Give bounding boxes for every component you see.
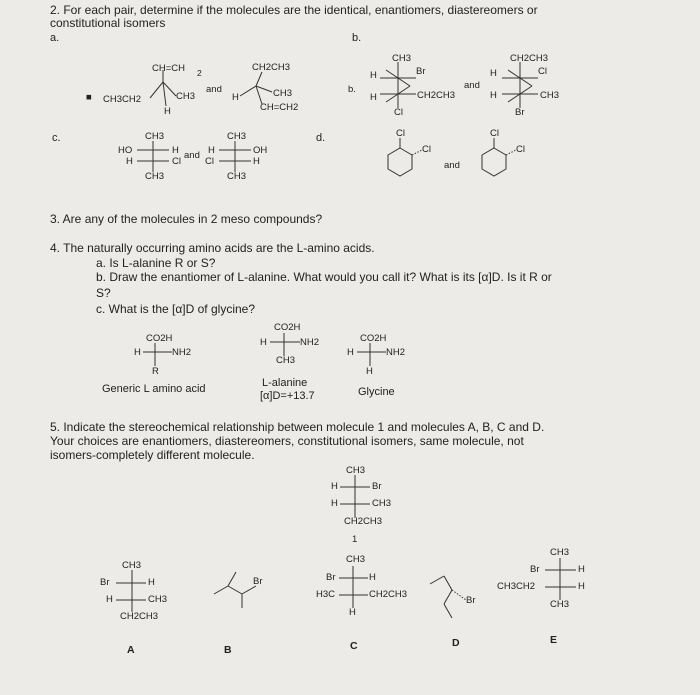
glycine-nh2: NH2 [386, 347, 406, 358]
c-mol2-h1: H [208, 145, 215, 156]
c-mol1-bottom: CH3 [145, 171, 165, 182]
alanine-h: H [260, 337, 267, 348]
mol1-label: 1 [352, 534, 358, 545]
b-mol2-bottom: Br [515, 107, 525, 118]
molC-h1: H [369, 572, 376, 583]
molB-br: Br [253, 576, 263, 587]
c-mol2-h2: H [253, 156, 260, 167]
generic-nh2: NH2 [172, 347, 192, 358]
a-mol1-bullet: ■ [86, 92, 92, 103]
molC-et: CH2CH3 [369, 589, 408, 600]
q4-c: c. What is the [α]D of glycine? [96, 302, 255, 316]
molC-bottom: H [349, 607, 356, 618]
b-mol2-right: CH3 [540, 90, 560, 101]
d-mol2-cl-side: Cl [516, 144, 525, 155]
c-and: and [184, 150, 200, 161]
alanine-bottom: CH3 [276, 355, 296, 366]
molA-top: CH3 [122, 560, 142, 571]
b-mol2-h2: H [490, 90, 497, 101]
a-mol2-left: H [232, 92, 239, 103]
molA-br: Br [100, 577, 110, 588]
molA-ch3: CH3 [148, 594, 168, 605]
molA-h1: H [148, 577, 155, 588]
q2-part-a: a. [50, 32, 60, 44]
a-mol1-left: CH3CH2 [103, 94, 142, 105]
c-mol1-top: CH3 [145, 131, 165, 142]
q2-part-c: c. [52, 132, 61, 144]
mol1-bottom: CH2CH3 [344, 516, 383, 527]
generic-bottom: R [152, 366, 159, 377]
q3-text: 3. Are any of the molecules in 2 meso compounds? [50, 212, 323, 226]
a-mol1-right: CH3 [176, 91, 196, 102]
molA-label: A [127, 644, 135, 656]
alanine-label: L-alanine [262, 377, 308, 389]
b-mol1-h2: H [370, 92, 377, 103]
glycine-label: Glycine [358, 386, 395, 398]
glycine-h: H [347, 347, 354, 358]
mol1-h1: H [331, 481, 338, 492]
d-and: and [444, 160, 460, 171]
b-mol2-top: CH2CH3 [510, 53, 549, 64]
molD-br: Br [466, 595, 476, 606]
a-and: and [206, 84, 222, 95]
a-mol1-sub: 2 [197, 68, 202, 78]
molC-top: CH3 [346, 554, 366, 565]
c-mol2-bottom: CH3 [227, 171, 247, 182]
molA-h2: H [106, 594, 113, 605]
q5-line3: isomers-completely different molecule. [50, 448, 255, 462]
mol1-ch3: CH3 [372, 498, 392, 509]
b-mol1-right: CH2CH3 [417, 90, 456, 101]
q4-text: 4. The naturally occurring amino acids are the L-amino acids. [50, 241, 375, 255]
q4-b2: S? [96, 286, 111, 300]
molE-et: CH3CH2 [497, 581, 536, 592]
alanine-rotation: [α]D=+13.7 [260, 390, 315, 402]
c-mol1-h1: H [172, 145, 179, 156]
glycine-bottom: H [366, 366, 373, 377]
alanine-top: CO2H [274, 322, 301, 333]
a-mol2-right: CH3 [273, 88, 293, 99]
molA-bottom: CH2CH3 [120, 611, 159, 622]
c-mol1-cl: Cl [172, 156, 181, 167]
generic-h: H [134, 347, 141, 358]
q2-part-d: d. [316, 132, 326, 144]
c-mol2-cl: Cl [205, 156, 214, 167]
c-mol1-ho: HO [118, 145, 133, 156]
molD-label: D [452, 637, 460, 649]
b-mol1-top: CH3 [392, 53, 412, 64]
b-mol1-br: Br [416, 66, 426, 77]
q2-line2: constitutional isomers [50, 16, 166, 30]
b-mol1-bottom: Cl [394, 107, 403, 118]
q5-line2: Your choices are enantiomers, diastereomers, constitutional isomers, same molecule, not [50, 434, 524, 448]
b-label: b. [348, 84, 356, 95]
q5-line1: 5. Indicate the stereochemical relationship between molecule 1 and molecules A, B, C and D. [50, 420, 545, 434]
molE-bottom: CH3 [550, 599, 570, 610]
molE-top: CH3 [550, 547, 570, 558]
q2-line1: 2. For each pair, determine if the molecules are the identical, enantiomers, diastereomers or [50, 3, 538, 17]
d-mol1-cl-side: Cl [422, 144, 431, 155]
molC-h3c: H3C [316, 589, 336, 600]
molE-label: E [550, 634, 558, 646]
molC-br: Br [326, 572, 336, 583]
q2-part-b: b. [352, 32, 362, 44]
c-mol2-oh: OH [253, 145, 268, 156]
molE-h2: H [578, 581, 585, 592]
molB-label: B [224, 644, 232, 656]
generic-label: Generic L amino acid [102, 383, 206, 395]
mol1-h2: H [331, 498, 338, 509]
molC-label: C [350, 640, 358, 652]
molE-h1: H [578, 564, 585, 575]
mol1-top: CH3 [346, 465, 366, 476]
q4-b1: b. Draw the enantiomer of L-alanine. What would you call it? What is its [α]D. Is it R or [96, 270, 552, 284]
c-mol2-top: CH3 [227, 131, 247, 142]
glycine-top: CO2H [360, 333, 387, 344]
alanine-nh2: NH2 [300, 337, 320, 348]
generic-top: CO2H [146, 333, 173, 344]
b-mol1-h1: H [370, 70, 377, 81]
a-mol2-top: CH2CH3 [252, 62, 291, 73]
mol1-br: Br [372, 481, 382, 492]
a-mol1-bottom: H [164, 106, 171, 117]
c-mol1-h2: H [126, 156, 133, 167]
q4-a: a. Is L-alanine R or S? [96, 256, 216, 270]
a-mol1-top: CH=CH [152, 63, 185, 74]
b-mol2-cl: Cl [538, 66, 547, 77]
d-mol1-cl-top: Cl [396, 128, 405, 139]
d-mol2-cl-top: Cl [490, 128, 499, 139]
a-mol2-bottom: CH=CH2 [260, 102, 299, 113]
b-and: and [464, 80, 480, 91]
b-mol2-h1: H [490, 68, 497, 79]
molE-br: Br [530, 564, 540, 575]
